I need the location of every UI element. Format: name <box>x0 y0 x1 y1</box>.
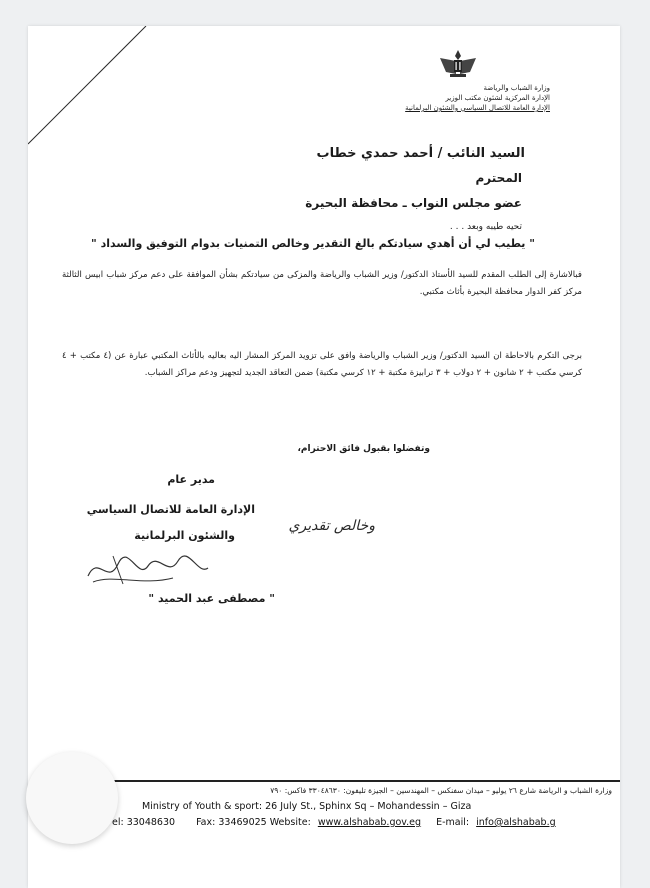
footer-tel: el: 33048630 <box>112 817 176 828</box>
footer-arabic-address: وزارة الشباب و الرياضة شارع ٢٦ يوليو – ميدان سفنكس – المهندسين – الجيزة تليفون: ٣٣٠٤٨٦٣٠ فاكس: ٧٩٠ <box>270 786 612 795</box>
paragraph-approval: برجى التكرم بالاحاطة ان السيد الدكتور/ وزير الشباب والرياضة وافق على تزويد المركز المشار اليه بعاليه بالأثاث المكتبي عبارة عن (٤ مكتب + ٤ كرسي مكتب + ٢ شانون + ٢ دولاب + ٣ ترابيزة مكتبة + ١٢ كرسي مكتبة) ضمن التعاقد الجديد لتجهيز ودعم مراكز الشباب. <box>62 351 582 378</box>
intro-line: " يطيب لي أن أهدي سيادتكم بالغ التقدير وخالص التمنيات بدوام التوفيق والسداد " <box>91 237 535 250</box>
signatory-name: " مصطفى عبد الحميد " <box>148 592 275 605</box>
signature-title: مدير عام <box>167 473 215 486</box>
addressee-honorific: المحترم <box>475 171 522 185</box>
handwritten-note: وخالص تقديري <box>288 518 375 534</box>
footer-email-label: E-mail: <box>436 817 470 828</box>
greeting: تحيه طيبه وبعد . . . <box>449 222 522 232</box>
signature-department-2: والشئون البرلمانية <box>134 529 235 542</box>
letter-sheet <box>28 26 620 888</box>
letterhead-office: الإدارة المركزية لشئون مكتب الوزير <box>445 94 550 102</box>
footer-fax: Fax: 33469025 Website: <box>196 817 311 828</box>
footer-email-link[interactable]: info@alshabab.g <box>476 817 556 828</box>
addressee-position: عضو مجلس النواب ـ محافظة البحيرة <box>305 196 522 210</box>
footer-english-address: Ministry of Youth & sport: 26 July St., Sphinx Sq – Mohandessin – Giza <box>142 801 472 812</box>
handwritten-signature-icon <box>83 546 213 588</box>
paragraph-request: فبالاشارة إلى الطلب المقدم للسيد الأستاذ الدكتور/ وزير الشباب والرياضة والمزكى من سيادتكم بشأن الموافقة على دعم مركز شباب ابيس الثالثة مركز كفر الدوار محافظة البحيرة بأثاث مكتبي. <box>62 270 582 297</box>
closing-line: وتفضلوا بقبول فائق الاحترام، <box>297 444 430 454</box>
eagle-emblem-icon <box>438 48 478 80</box>
footer-divider <box>114 780 620 782</box>
footer-contacts <box>112 817 560 828</box>
signature-department: الإدارة العامة للاتصال السياسي <box>86 503 255 516</box>
fold-crease <box>28 26 148 166</box>
letterhead-department: الإدارة العامة للاتصال السياسي والشئون البرلمانية <box>405 104 550 112</box>
floating-action-circle[interactable] <box>26 752 118 844</box>
footer-website-link[interactable]: www.alshabab.gov.eg <box>317 817 422 828</box>
letterhead-ministry: وزارة الشباب والرياضة <box>483 84 550 92</box>
addressee-name: السيد النائب / أحمد حمدي خطاب <box>316 146 525 161</box>
